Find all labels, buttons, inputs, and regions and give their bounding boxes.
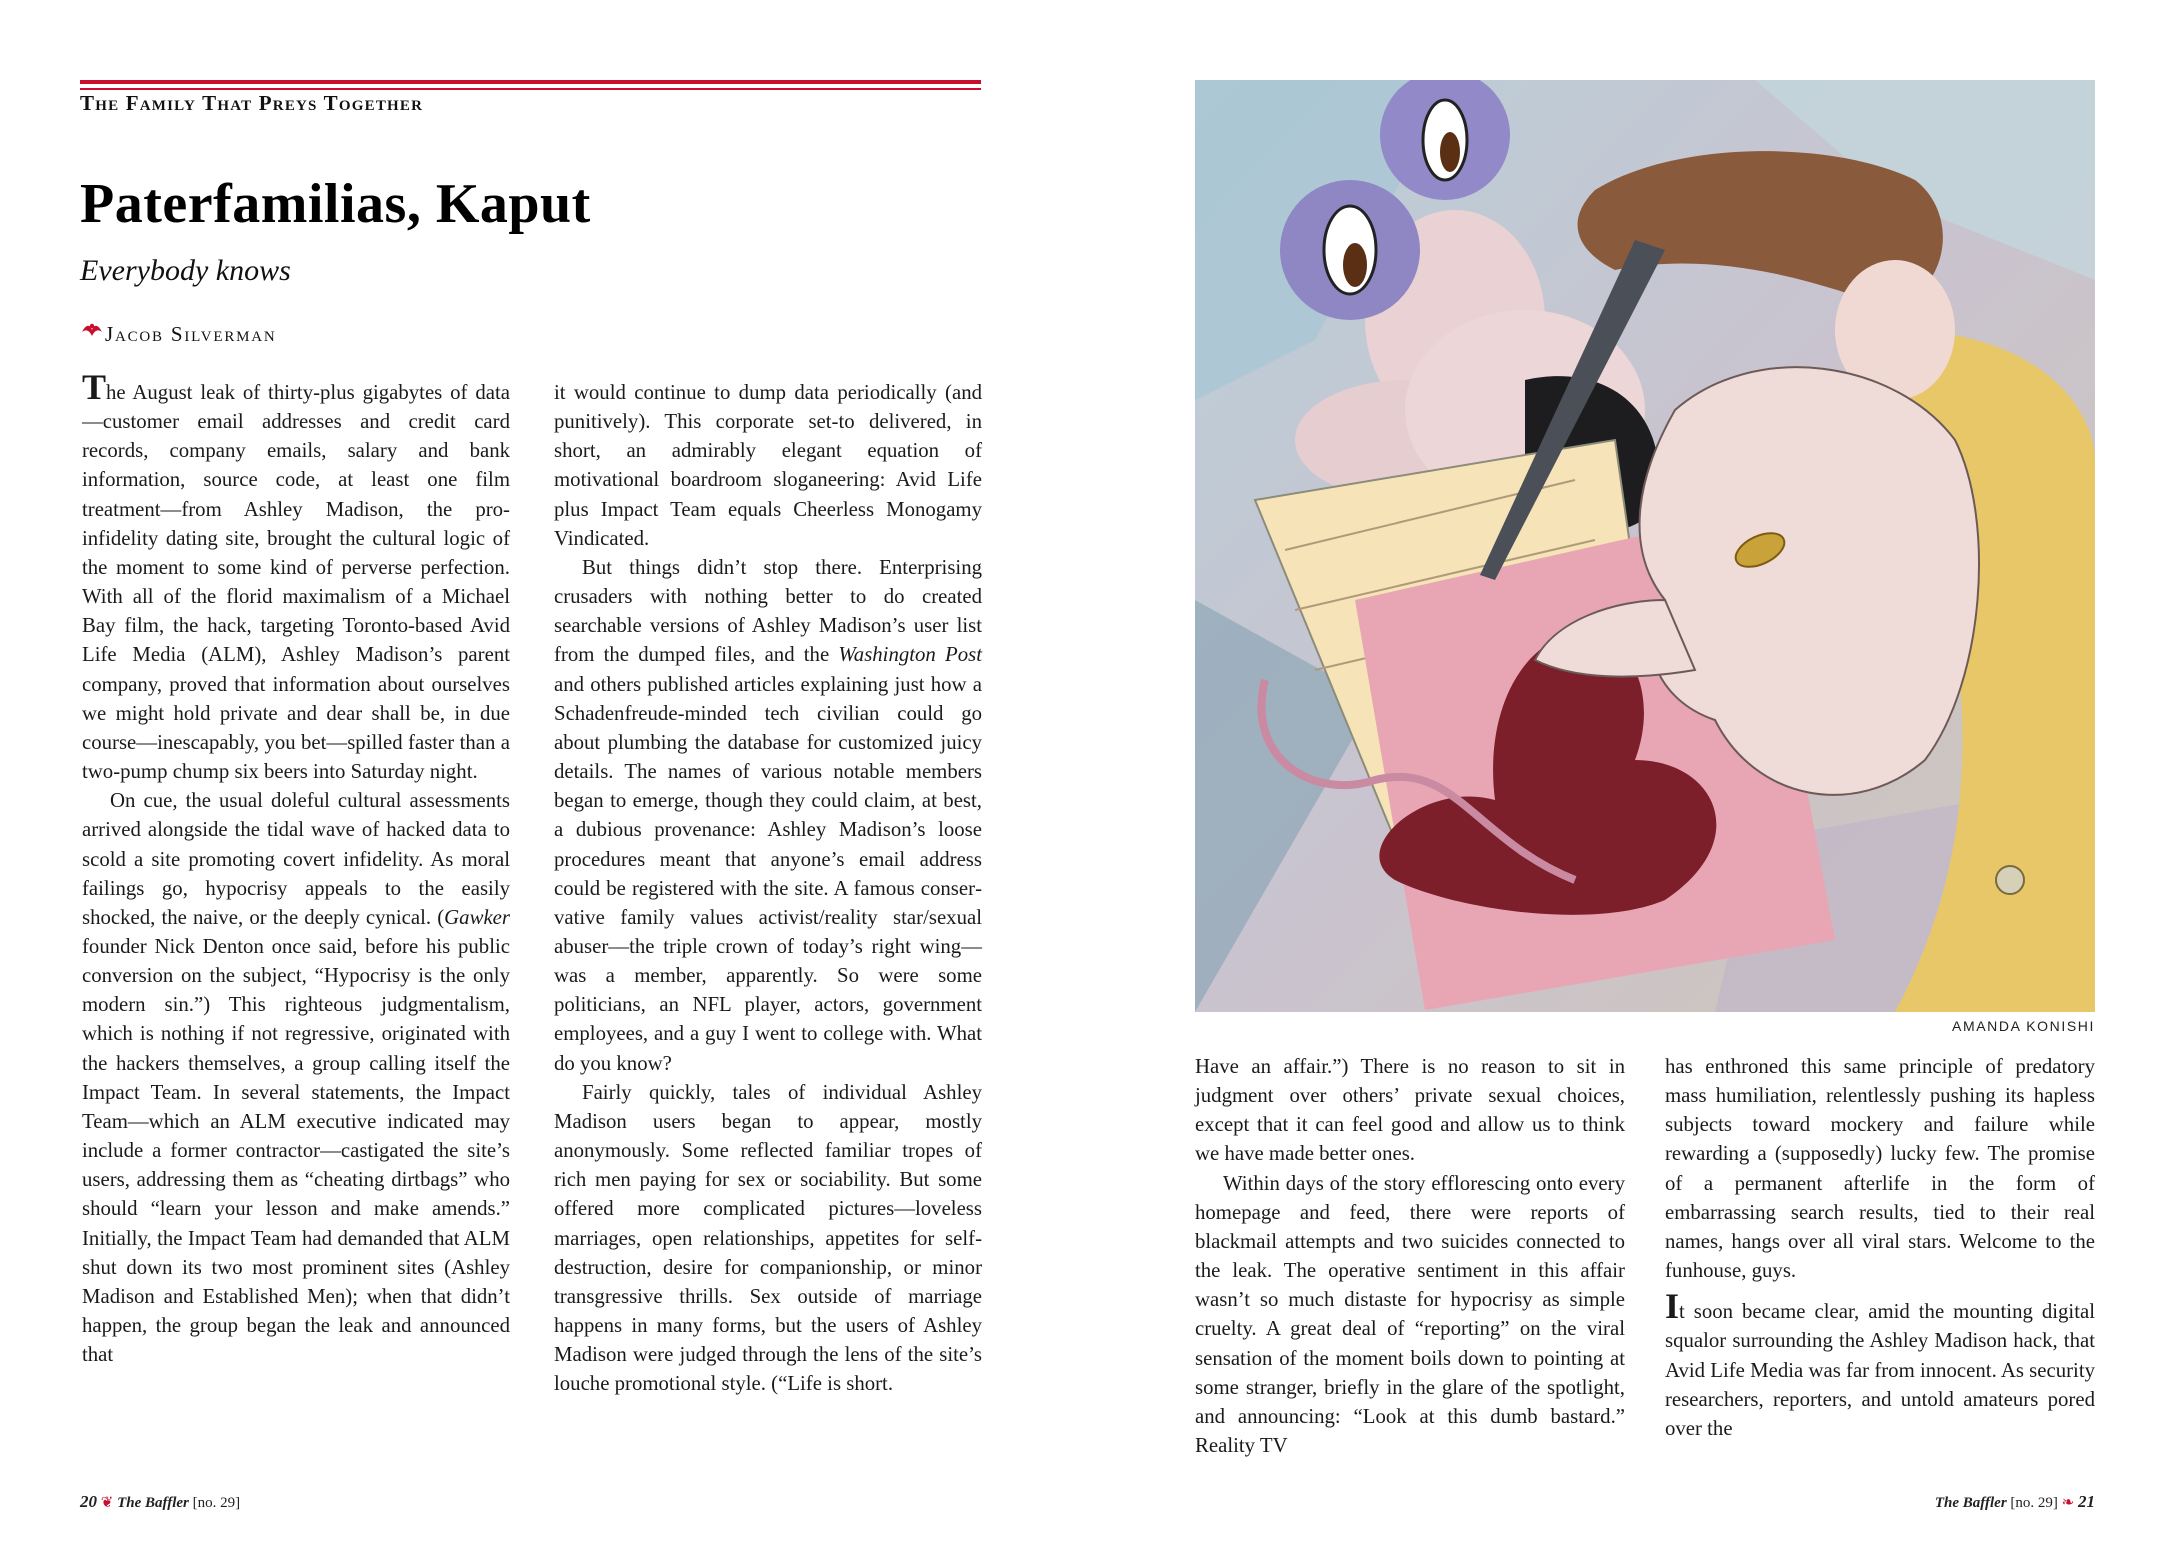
paragraph xyxy=(82,367,510,786)
article-column-2 xyxy=(554,378,982,1398)
paragraph: it would continue to dump data periodically (and punitively). This corporate set-to delivered, in short, an admirably elegant equation of motivational boardroom sloganeering: Avid Life plus Impact Team equals Cheerless Monogamy Vindicated. xyxy=(554,381,982,550)
page-number-left: 20 xyxy=(80,1492,97,1511)
fleuron-icon xyxy=(80,320,104,340)
paragraph-text: t soon became clear, amid the mounting digital squalor surrounding the Ashley Madison hack, that Avid Life Media was far from innocent. As security researchers, reporters, and untold amateurs pored over the xyxy=(1665,1300,2095,1440)
drop-cap: T xyxy=(82,367,107,407)
section-label: The Family That Preys Together xyxy=(80,91,424,115)
article-column-4 xyxy=(1665,1052,2095,1443)
paragraph: Have an affair.”) There is no reason to sit in judgment over others’ private sexual choices, except that it can feel good and allow us to think we have made better ones. xyxy=(1195,1055,1625,1166)
header-rule-thin xyxy=(80,88,981,90)
paragraph-text: But things didn’t stop there. Enterprising crusaders with nothing better to do created searchable versions of Ashley Madison’s user list from the dumped files, and the xyxy=(554,555,982,667)
paragraph-text: On cue, the usual doleful cultural assessments arrived alongside the tidal wave of hacked data to scold a site promoting covert infidelity. As moral failings go, hypocrisy appeals to the easily shocked, the naive, or the deeply cynical. ( xyxy=(82,789,510,929)
drop-cap: I xyxy=(1665,1286,1680,1327)
article-subtitle: Everybody knows xyxy=(80,254,291,287)
illustration xyxy=(1195,80,2095,1012)
paragraph xyxy=(1665,1286,2095,1443)
paragraph-text: founder Nick Denton once said, before his public conversion on the subject, “Hypocrisy is the only modern sin.”) This righteous judgmentalism, which is nothing if not regressive, originated with the hackers themselves, a group calling itself the Impact Team. In several statements, the Impact Team—which an ALM executive indicated may include a former contractor—castigated the site’s users, addressing them as “cheating dirtbags” who should “learn your lesson and make amends.” Initially, the Impact Team had demanded that ALM shut down its two most prominent sites (Ashley Madison and Established Men); when that didn’t happen, the group began the leak and announced that xyxy=(82,934,510,1367)
paragraph: has enthroned this same principle of predatory mass humiliation, relentlessly pushing its hapless subjects toward mockery and failure while rewarding a (supposedly) lucky few. The promise of a permanent afterlife in the form of embarrassing search results, tied to their real names, hangs over all viral stars. Welcome to the funhouse, guys. xyxy=(1665,1055,2095,1283)
italic-title: Gawker xyxy=(444,905,510,929)
paragraph xyxy=(82,786,510,1369)
paragraph: Within days of the story efflorescing onto every homepage and feed, there were reports of blackmail attempts and two suicides connected to the leak. The operative sentiment in this affair wasn’t so much distaste for hypocrisy as simple cruelty. A great deal of “reporting” on the viral sensation of the moment boils down to pointing at some stranger, briefly in the glare of the spotlight, and announcing: “Look at this dumb bastard.” Reality TV xyxy=(1195,1171,1625,1458)
issue-number: [no. 29] xyxy=(2010,1495,2058,1511)
illustration-artwork xyxy=(1195,80,2095,1012)
issue-number: [no. 29] xyxy=(192,1495,241,1511)
paragraph-text: and others published articles explaining just how a Schadenfreude-minded tech civilian could go about plumbing the database for customized juicy details. The names of various notable members began to emerge, though they could claim, at best, a dubious provenance: Ashley Madison’s loose procedures meant that anyone’s email address could be registered with the site. A famous conservative family values activist/reality star/sexual abuser—the triple crown of today’s right wing—was a member, apparently. So were some politicians, an NFL player, actors, government employees, and a guy I went to college with. What do you know? xyxy=(554,672,982,1075)
article-title: Paterfamilias, Kaput xyxy=(80,173,591,235)
header-rule-thick xyxy=(80,80,981,84)
byline-author: Jacob Silverman xyxy=(105,322,277,346)
magazine-name: The Baffler xyxy=(117,1495,189,1511)
paragraph-text: he August leak of thirty-plus gigabytes of data—customer email addresses and credit card records, company emails, salary and bank information, source code, at least one film treatment—from Ashley Madison, the pro-infidelity dating site, brought the cultural logic of the moment to some kind of perverse perfection. With all of the florid maximalism of a Michael Bay film, the hack, targeting Toronto-based Avid Life Media (ALM), Ashley Madison’s parent company, proved that information about ourselves we might hold private and dear shall be, in due course—inescapably, you bet—spilled faster than a two-pump chump six beers into Saturday night. xyxy=(82,381,510,784)
paragraph xyxy=(554,553,982,1078)
folio-left xyxy=(80,1492,240,1512)
article-column-3 xyxy=(1195,1052,1625,1460)
italic-title: Washington Post xyxy=(838,643,982,667)
illustration-credit: AMANDA KONISHI xyxy=(1952,1018,2095,1034)
page-number-right: 21 xyxy=(2078,1492,2095,1511)
magazine-name: The Baffler xyxy=(1934,1495,2007,1511)
fleuron-left-icon: ❦ xyxy=(100,1495,114,1511)
folio-right xyxy=(1900,1492,2095,1512)
paragraph: Fairly quickly, tales of individual Ashley Madison users began to appear, mostly anonymously. Some reflected familiar tropes of rich men paying for sex or sociability. But some offered more complicated pictures—loveless marriages, open relationships, appetites for self-destruction, desire for companionship, or minor transgressive thrills. Sex outside of marriage happens in many forms, but the users of Ashley Madison were judged through the lens of the site’s louche promotional style. (“Life is short. xyxy=(554,1080,982,1396)
article-column-1 xyxy=(82,367,510,1369)
fleuron-right-icon: ❧ xyxy=(2061,1495,2075,1511)
